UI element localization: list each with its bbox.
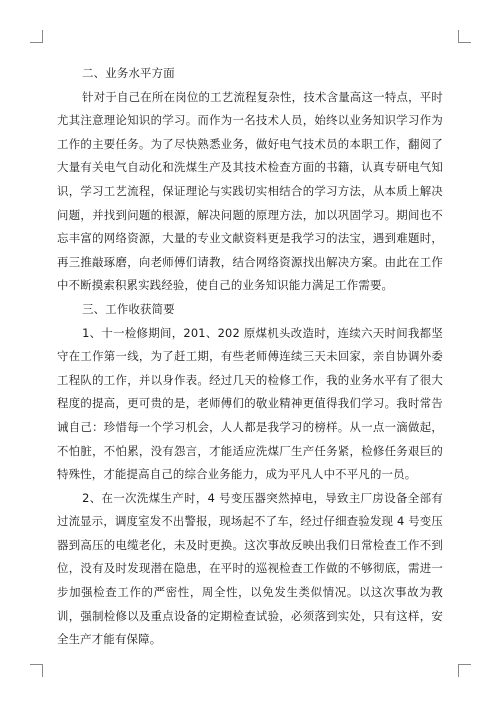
crop-mark-top-left — [30, 30, 43, 43]
document-body — [57, 62, 443, 652]
crop-mark-top-right — [458, 30, 471, 43]
section-heading-work-gains: 三、工作收获简要 — [82, 301, 175, 316]
paragraph-gain-2: 2、在一次洗煤生产时，4 号变压器突然掉电，导致主厂房设备全部有过流显示，调度室发不出警报，现场起不了车，经过仔细查验发现 4 号变压器到高压的电缆老化，未及时更换。这次事故反映出我们日常检查工作不到位，没有及时发现潜在隐患，在平时的巡视检查工作做的不够彻底，需进一步加强检查工作的严密性，周全性，以免发生类似情况。以这次事故为教训，强制检修以及重点设备的定期检查试验，必须落到实处，只有这样，安全生产才能有保障。 — [57, 490, 443, 647]
crop-mark-bottom-right — [458, 664, 471, 677]
crop-mark-bottom-left — [30, 664, 43, 677]
paragraph-business-level: 针对于自己在所在岗位的工艺流程复杂性，技术含量高这一特点，平时尤其注意理论知识的学习。而作为一名技术人员，始终以业务知识学习作为工作的主要任务。为了尽快熟悉业务，做好电气技术员的本职工作，翻阅了大量有关电气自动化和洗煤生产及其技术检查方面的书籍，认真专研电气知识，学习工艺流程，保证理论与实践切实相结合的学习方法，从本质上解决问题，并找到问题的根源，解决问题的原理方法，加以巩固学习。期间也不忘丰富的网络资源，大量的专业文献资料更是我学习的法宝，遇到难题时，再三推敲琢磨，向老师傅们请教，结合网络资源找出解决方案。由此在工作中不断摸索积累实践经验，使自己的业务知识能力满足工作需要。 — [57, 89, 443, 293]
section-heading-business-level: 二、业务水平方面 — [82, 66, 175, 80]
paragraph-gain-1: 1、十一检修期间，201、202 原煤机头改造时，连续六天时间我都坚守在工作第一线，为了赶工期，有些老师傅连续三天未回家，亲自协调外委工程队的工作，并以身作表。经过几天的检修工作，我的业务水平有了很大程度的提高，更可贵的是，老师傅们的敬业精神更值得我们学习。我时常告诫自己：珍惜每一个学习机会，人人都是我学习的榜样。从一点一滴做起，不怕脏，不怕累，没有怨言，才能适应洗煤厂生产任务紧，检修任务艰巨的特殊性，才能提高自己的综合业务能力，成为平凡人中不平凡的一员。 — [57, 325, 443, 482]
